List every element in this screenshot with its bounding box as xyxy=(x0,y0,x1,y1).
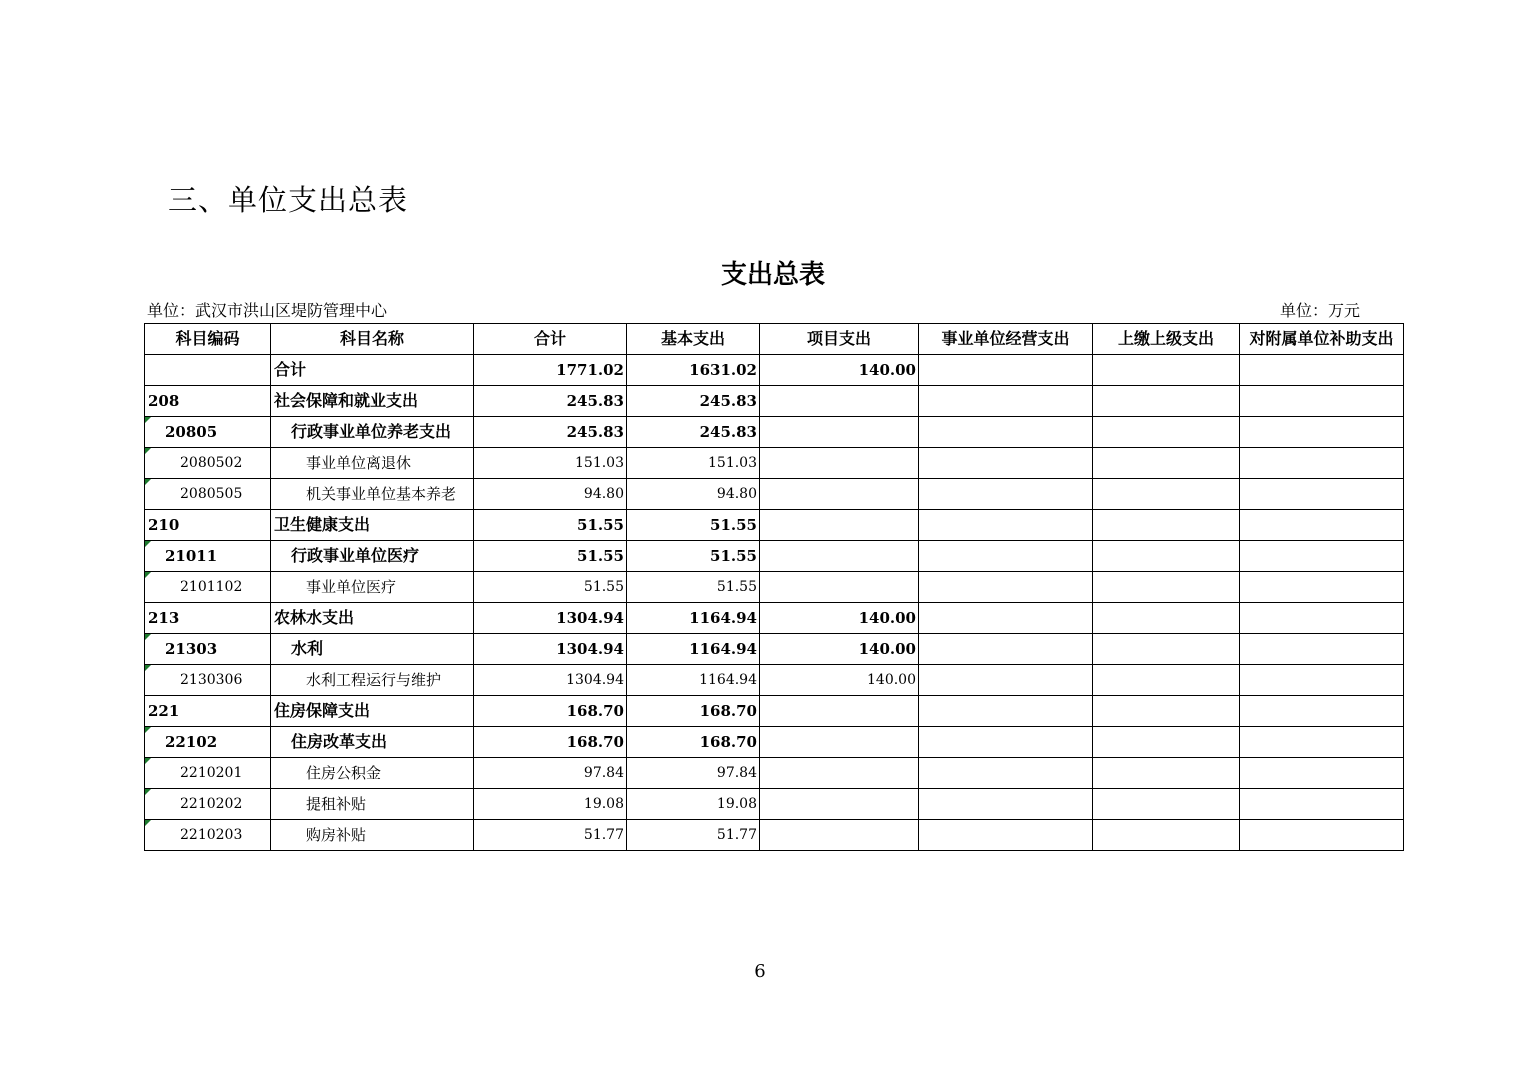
cell-project: 140.00 xyxy=(760,355,919,386)
table-row xyxy=(145,665,1404,696)
cell-business xyxy=(919,355,1093,386)
cell-business xyxy=(919,727,1093,758)
col-header-upper: 上缴上级支出 xyxy=(1093,324,1240,355)
cell-name: 事业单位医疗 xyxy=(271,572,474,603)
unit-currency: 单位：万元 xyxy=(1280,301,1361,320)
cell-total: 1304.94 xyxy=(474,603,627,634)
cell-basic: 1164.94 xyxy=(627,634,760,665)
cell-project xyxy=(760,386,919,417)
cell-total: 168.70 xyxy=(474,696,627,727)
cell-code: 21303 xyxy=(145,634,271,665)
cell-project xyxy=(760,417,919,448)
cell-code: 208 xyxy=(145,386,271,417)
cell-code: 2130306 xyxy=(145,665,271,696)
cell-business xyxy=(919,448,1093,479)
cell-basic: 51.55 xyxy=(627,541,760,572)
cell-code xyxy=(145,355,271,386)
cell-code: 2210203 xyxy=(145,820,271,851)
cell-indicator-icon xyxy=(145,541,151,547)
cell-subsidy xyxy=(1240,758,1404,789)
col-header-project: 项目支出 xyxy=(760,324,919,355)
cell-project xyxy=(760,541,919,572)
cell-subsidy xyxy=(1240,572,1404,603)
cell-upper xyxy=(1093,510,1240,541)
cell-code: 22102 xyxy=(145,727,271,758)
cell-code: 2210201 xyxy=(145,758,271,789)
cell-total: 97.84 xyxy=(474,758,627,789)
cell-project: 140.00 xyxy=(760,634,919,665)
cell-basic: 1164.94 xyxy=(627,665,760,696)
cell-code: 2101102 xyxy=(145,572,271,603)
cell-project xyxy=(760,789,919,820)
table-row xyxy=(145,386,1404,417)
table-row xyxy=(145,541,1404,572)
cell-name: 购房补贴 xyxy=(271,820,474,851)
cell-total: 245.83 xyxy=(474,386,627,417)
cell-basic: 94.80 xyxy=(627,479,760,510)
cell-basic: 51.55 xyxy=(627,510,760,541)
cell-upper xyxy=(1093,572,1240,603)
cell-project xyxy=(760,696,919,727)
cell-code: 2080505 xyxy=(145,479,271,510)
cell-basic: 151.03 xyxy=(627,448,760,479)
cell-subsidy xyxy=(1240,634,1404,665)
cell-name: 行政事业单位医疗 xyxy=(271,541,474,572)
table-row xyxy=(145,355,1404,386)
cell-business xyxy=(919,789,1093,820)
cell-indicator-icon xyxy=(145,820,151,826)
cell-subsidy xyxy=(1240,479,1404,510)
cell-upper xyxy=(1093,541,1240,572)
cell-basic: 51.55 xyxy=(627,572,760,603)
page-number: 6 xyxy=(754,961,766,982)
col-header-business: 事业单位经营支出 xyxy=(919,324,1093,355)
cell-total: 51.55 xyxy=(474,572,627,603)
cell-name: 事业单位离退休 xyxy=(271,448,474,479)
cell-business xyxy=(919,758,1093,789)
table-row xyxy=(145,417,1404,448)
cell-business xyxy=(919,696,1093,727)
section-heading: 三、单位支出总表 xyxy=(168,183,409,217)
cell-subsidy xyxy=(1240,448,1404,479)
col-header-basic: 基本支出 xyxy=(627,324,760,355)
cell-subsidy xyxy=(1240,696,1404,727)
cell-basic: 168.70 xyxy=(627,727,760,758)
cell-indicator-icon xyxy=(145,665,151,671)
cell-total: 1304.94 xyxy=(474,665,627,696)
cell-total: 51.77 xyxy=(474,820,627,851)
cell-project: 140.00 xyxy=(760,603,919,634)
cell-basic: 51.77 xyxy=(627,820,760,851)
table-title: 支出总表 xyxy=(720,260,825,290)
cell-total: 19.08 xyxy=(474,789,627,820)
cell-business xyxy=(919,634,1093,665)
cell-name: 住房改革支出 xyxy=(271,727,474,758)
cell-indicator-icon xyxy=(145,572,151,578)
cell-code: 20805 xyxy=(145,417,271,448)
table-row xyxy=(145,479,1404,510)
cell-subsidy xyxy=(1240,355,1404,386)
cell-upper xyxy=(1093,820,1240,851)
cell-business xyxy=(919,572,1093,603)
table-body xyxy=(145,355,1404,851)
expense-summary-table xyxy=(144,323,1404,851)
cell-upper xyxy=(1093,386,1240,417)
cell-name: 住房公积金 xyxy=(271,758,474,789)
cell-basic: 168.70 xyxy=(627,696,760,727)
cell-upper xyxy=(1093,634,1240,665)
col-header-total: 合计 xyxy=(474,324,627,355)
cell-name: 水利 xyxy=(271,634,474,665)
cell-project xyxy=(760,479,919,510)
cell-total: 245.83 xyxy=(474,417,627,448)
table-row xyxy=(145,696,1404,727)
table-row xyxy=(145,789,1404,820)
cell-basic: 245.83 xyxy=(627,386,760,417)
table-row xyxy=(145,572,1404,603)
cell-indicator-icon xyxy=(145,727,151,733)
cell-indicator-icon xyxy=(145,634,151,640)
cell-upper xyxy=(1093,479,1240,510)
cell-total: 151.03 xyxy=(474,448,627,479)
cell-project xyxy=(760,727,919,758)
cell-code: 210 xyxy=(145,510,271,541)
cell-name: 卫生健康支出 xyxy=(271,510,474,541)
cell-business xyxy=(919,386,1093,417)
cell-upper xyxy=(1093,448,1240,479)
cell-business xyxy=(919,510,1093,541)
cell-basic: 97.84 xyxy=(627,758,760,789)
cell-business xyxy=(919,820,1093,851)
cell-total: 1771.02 xyxy=(474,355,627,386)
cell-code: 21011 xyxy=(145,541,271,572)
cell-subsidy xyxy=(1240,417,1404,448)
cell-upper xyxy=(1093,603,1240,634)
cell-upper xyxy=(1093,789,1240,820)
cell-project xyxy=(760,448,919,479)
cell-total: 51.55 xyxy=(474,541,627,572)
cell-total: 94.80 xyxy=(474,479,627,510)
cell-total: 51.55 xyxy=(474,510,627,541)
cell-code: 213 xyxy=(145,603,271,634)
cell-project xyxy=(760,758,919,789)
cell-total: 1304.94 xyxy=(474,634,627,665)
cell-indicator-icon xyxy=(145,448,151,454)
cell-subsidy xyxy=(1240,789,1404,820)
cell-upper xyxy=(1093,355,1240,386)
cell-project xyxy=(760,572,919,603)
cell-code: 2080502 xyxy=(145,448,271,479)
table-row xyxy=(145,603,1404,634)
table-row xyxy=(145,510,1404,541)
cell-name: 农林水支出 xyxy=(271,603,474,634)
cell-indicator-icon xyxy=(145,417,151,423)
cell-name: 行政事业单位养老支出 xyxy=(271,417,474,448)
cell-business xyxy=(919,479,1093,510)
table-row xyxy=(145,758,1404,789)
cell-basic: 245.83 xyxy=(627,417,760,448)
cell-upper xyxy=(1093,758,1240,789)
col-header-code: 科目编码 xyxy=(145,324,271,355)
cell-name: 机关事业单位基本养老 xyxy=(271,479,474,510)
table-row xyxy=(145,634,1404,665)
cell-upper xyxy=(1093,727,1240,758)
table-row xyxy=(145,820,1404,851)
cell-name: 社会保障和就业支出 xyxy=(271,386,474,417)
cell-business xyxy=(919,603,1093,634)
col-header-subsidy: 对附属单位补助支出 xyxy=(1240,324,1404,355)
cell-total: 168.70 xyxy=(474,727,627,758)
cell-subsidy xyxy=(1240,820,1404,851)
cell-name: 合计 xyxy=(271,355,474,386)
cell-name: 水利工程运行与维护 xyxy=(271,665,474,696)
cell-project xyxy=(760,510,919,541)
cell-business xyxy=(919,541,1093,572)
cell-upper xyxy=(1093,696,1240,727)
cell-indicator-icon xyxy=(145,758,151,764)
cell-code: 2210202 xyxy=(145,789,271,820)
cell-indicator-icon xyxy=(145,479,151,485)
cell-name: 提租补贴 xyxy=(271,789,474,820)
cell-upper xyxy=(1093,417,1240,448)
cell-business xyxy=(919,665,1093,696)
cell-subsidy xyxy=(1240,386,1404,417)
col-header-name: 科目名称 xyxy=(271,324,474,355)
cell-project: 140.00 xyxy=(760,665,919,696)
table-header-row xyxy=(145,324,1404,355)
unit-organization: 单位：武汉市洪山区堤防管理中心 xyxy=(147,301,388,320)
cell-code: 221 xyxy=(145,696,271,727)
cell-subsidy xyxy=(1240,665,1404,696)
table-row xyxy=(145,448,1404,479)
cell-project xyxy=(760,820,919,851)
cell-subsidy xyxy=(1240,603,1404,634)
cell-subsidy xyxy=(1240,541,1404,572)
cell-basic: 1631.02 xyxy=(627,355,760,386)
cell-name: 住房保障支出 xyxy=(271,696,474,727)
cell-basic: 1164.94 xyxy=(627,603,760,634)
cell-business xyxy=(919,417,1093,448)
cell-subsidy xyxy=(1240,727,1404,758)
cell-basic: 19.08 xyxy=(627,789,760,820)
cell-indicator-icon xyxy=(145,789,151,795)
cell-subsidy xyxy=(1240,510,1404,541)
table-row xyxy=(145,727,1404,758)
cell-upper xyxy=(1093,665,1240,696)
